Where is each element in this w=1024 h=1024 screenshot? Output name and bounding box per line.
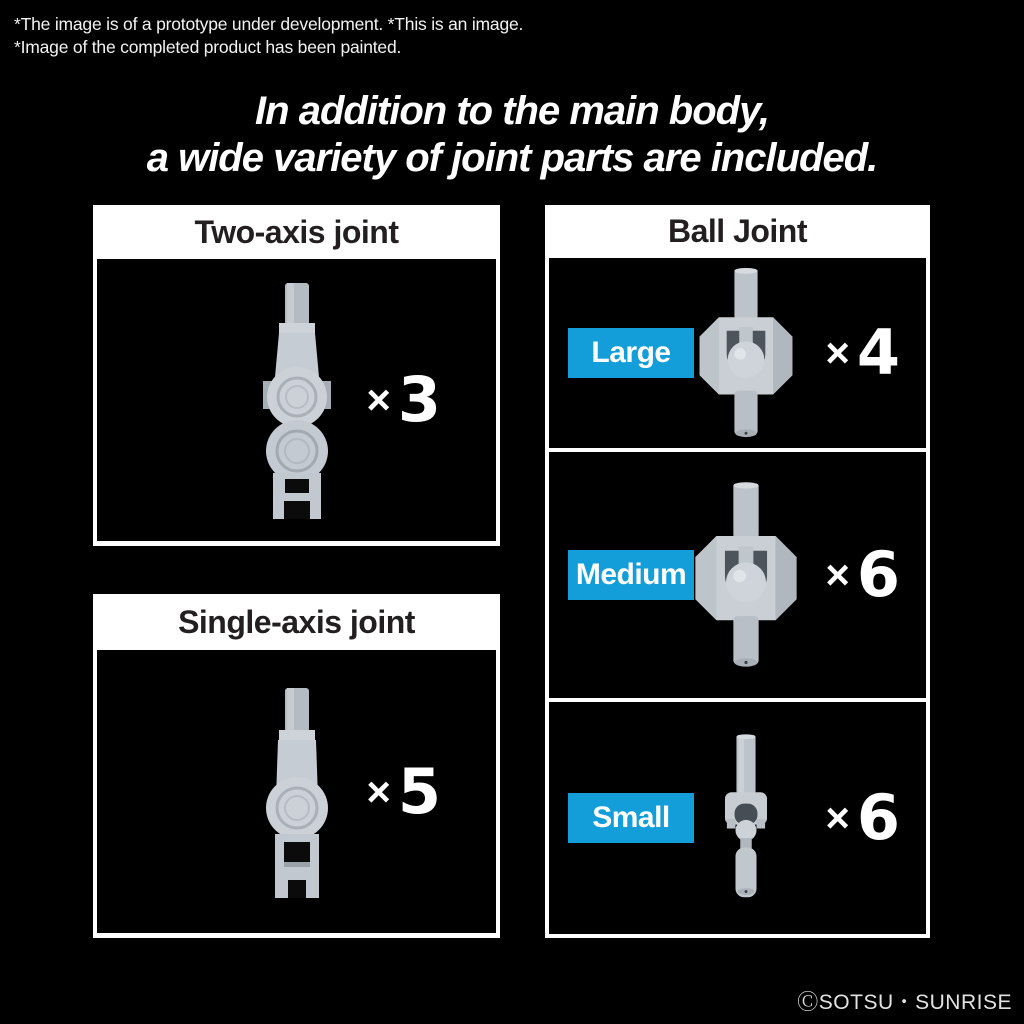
ball-joint-large-row xyxy=(549,258,926,448)
panel-title-single-axis: Single-axis joint xyxy=(178,603,415,640)
single-axis-quantity xyxy=(366,754,441,828)
ball-joint-large-quantity xyxy=(825,316,900,389)
times-symbol: × xyxy=(825,551,850,598)
two-axis-count: 3 xyxy=(397,363,441,436)
copyright-notice: ⒸSOTSU・SUNRISE xyxy=(797,991,1012,1014)
panel-body-two-axis xyxy=(97,259,496,541)
times-symbol: × xyxy=(366,376,391,423)
panel-body-ball-joint xyxy=(549,258,926,934)
times-symbol: × xyxy=(825,794,850,841)
size-badge-large: Large xyxy=(568,328,694,378)
ball-joint-small-row xyxy=(549,702,926,934)
size-badge-medium: Medium xyxy=(568,550,694,600)
two-axis-quantity xyxy=(366,363,441,436)
disclaimer xyxy=(14,13,523,59)
panel-body-single-axis xyxy=(97,650,496,933)
times-symbol: × xyxy=(366,767,391,815)
ball-joint-medium-row xyxy=(549,452,926,698)
panel-two-axis-joint xyxy=(93,205,500,546)
times-symbol: × xyxy=(825,329,850,376)
ball-joint-medium-quantity xyxy=(825,538,900,611)
ball-joint-small-part-image xyxy=(710,733,782,903)
page-title-line-1: In addition to the main body, xyxy=(255,89,769,133)
panel-single-axis-joint xyxy=(93,594,500,938)
panel-ball-joint xyxy=(545,205,930,938)
single-axis-joint-part-image xyxy=(254,686,340,898)
ball-joint-small-quantity xyxy=(825,781,900,854)
two-axis-joint-part-image xyxy=(254,281,340,519)
page-title xyxy=(0,88,1024,182)
ball-joint-large-part-image xyxy=(690,267,802,439)
ball-joint-large-count: 4 xyxy=(856,316,900,389)
panel-title-ball-joint: Ball Joint xyxy=(667,213,807,249)
single-axis-count: 5 xyxy=(397,754,441,828)
panel-title-two-axis: Two-axis joint xyxy=(194,213,399,250)
ball-joint-small-count: 6 xyxy=(856,781,900,854)
disclaimer-line-2: *Image of the completed product has been painted. xyxy=(14,37,402,57)
disclaimer-line-1: *The image is of a prototype under development. *This is an image. xyxy=(14,14,524,34)
page-title-line-2: a wide variety of joint parts are included. xyxy=(146,136,878,180)
size-badge-small: Small xyxy=(568,793,694,843)
ball-joint-medium-count: 6 xyxy=(856,538,900,611)
ball-joint-medium-part-image xyxy=(687,476,805,674)
